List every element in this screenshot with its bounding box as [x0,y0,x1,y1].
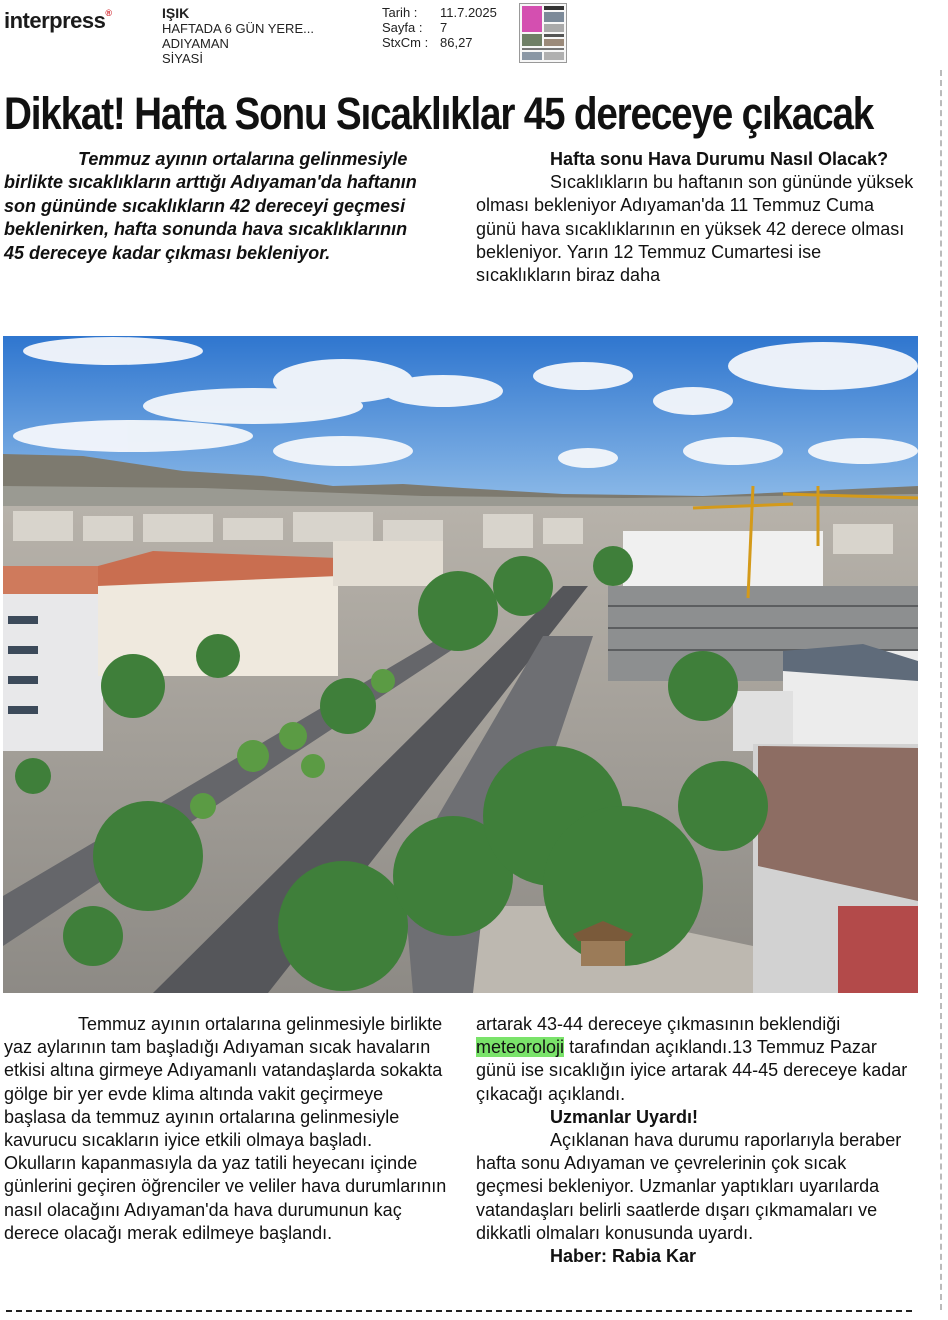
section-heading-text: Hafta sonu Hava Durumu Nasıl Olacak? [550,149,889,169]
section-heading [476,148,916,171]
paragraph-text-after: tarafından açıklandı.13 Temmuz Pazar günü ise sıcaklığın iyice artarak 44-45 dereceye kadar çıkacağı açıklandı. [476,1037,908,1104]
subheading [476,1106,918,1129]
page-thumbnail-icon [520,4,566,62]
bottom-left-column [4,1013,449,1245]
byline [476,1245,918,1268]
field-value: 7 [440,20,448,35]
field-stxcm [382,35,497,50]
page-thumbnail[interactable] [519,3,567,63]
bottom-divider [6,1310,912,1312]
city-aerial-photo [3,336,918,993]
bottom-left-paragraph [4,1013,449,1245]
publication-name: IŞIK [162,5,190,21]
field-label: Tarih : [382,5,418,20]
article-lead [4,148,424,265]
field-label: StxCm : [382,35,429,50]
registered-icon: ® [105,8,112,18]
paragraph-text-before: artarak 43-44 dereceye çıkmasının beklendiği [476,1014,841,1034]
field-label: Sayfa : [382,20,423,35]
right-edge-divider [940,70,942,1310]
lead-text: Temmuz ayının ortalarına gelinmesiyle birlikte sıcaklıkların arttığı Adıyaman'da haftanın son gününde sıcaklıkların 42 dereceyi geçmesi beklenirken, hafta sonunda hava sıcaklıklarının 45 dereceye kadar çıkması bekleniyor. [4,149,417,263]
field-value: 86,27 [440,35,473,50]
right-top-paragraph [476,171,916,287]
highlighted-keyword[interactable]: meteoroloji [476,1037,565,1058]
byline-text: Haber: Rabia Kar [550,1246,697,1267]
article-headline: Dikkat! Hafta Sonu Sıcaklıklar 45 dereceye çıkacak [4,88,874,139]
clip-category: SİYASİ [162,51,203,66]
field-date [382,5,497,20]
right-top-column [476,148,916,287]
clip-fields [382,5,497,50]
bottom-right-paragraph-2 [476,1129,918,1245]
bottom-right-paragraph-1 [476,1013,918,1106]
paragraph-text: Açıklanan hava durumu raporlarıyla beraber hafta sonu Adıyaman ve çevrelerinin çok sıcak geçmesi bekleniyor. Uzmanlar yaptıkları uyarılarda vatandaşları belirli saatlerde dışarı çıkmamaları ve dikkatli olmaları konusunda uyardı. [476,1130,902,1243]
field-value: 11.7.2025 [440,5,497,20]
bottom-left-text: Temmuz ayının ortalarına gelinmesiyle birlikte yaz aylarının tam başladığı Adıyaman sıcak havaların etkisi altına girmeye Adıyamanlı vatandaşlarda sokakta gölge bir yer evde klima altında vakit geçirmeye başlasa da temmuz ayının ortalarına gelinmesiyle kavurucu sıcakların iyice etkili olmaya başladı. Okulların kapanmasıyla da yaz tatili heyecanı içinde günlerini geçiren öğrenciler ve veliler hava durumlarının nasıl olacağını Adıyaman'da hava durumunun kaç derece olacağı merak edilmeye başlandı. [4,1014,447,1243]
clip-city: ADIYAMAN [162,36,229,51]
article-photo [3,336,918,993]
field-page [382,20,497,35]
bottom-right-column [476,1013,918,1268]
right-top-text: Sıcaklıkların bu haftanın son gününde yüksek olması bekleniyor Adıyaman'da 11 Temmuz Cuma günü hava sıcaklıklarının en yüksek 42 derece olması bekleniyor. Yarın 12 Temmuz Cumartesi ise sıcaklıkların biraz daha [476,172,914,286]
logo-text: interpress [4,8,106,33]
clip-title: HAFTADA 6 GÜN YERE... [162,21,314,36]
subheading-text: Uzmanlar Uyardı! [550,1106,699,1127]
clip-info [162,6,314,66]
interpress-logo [4,8,112,34]
